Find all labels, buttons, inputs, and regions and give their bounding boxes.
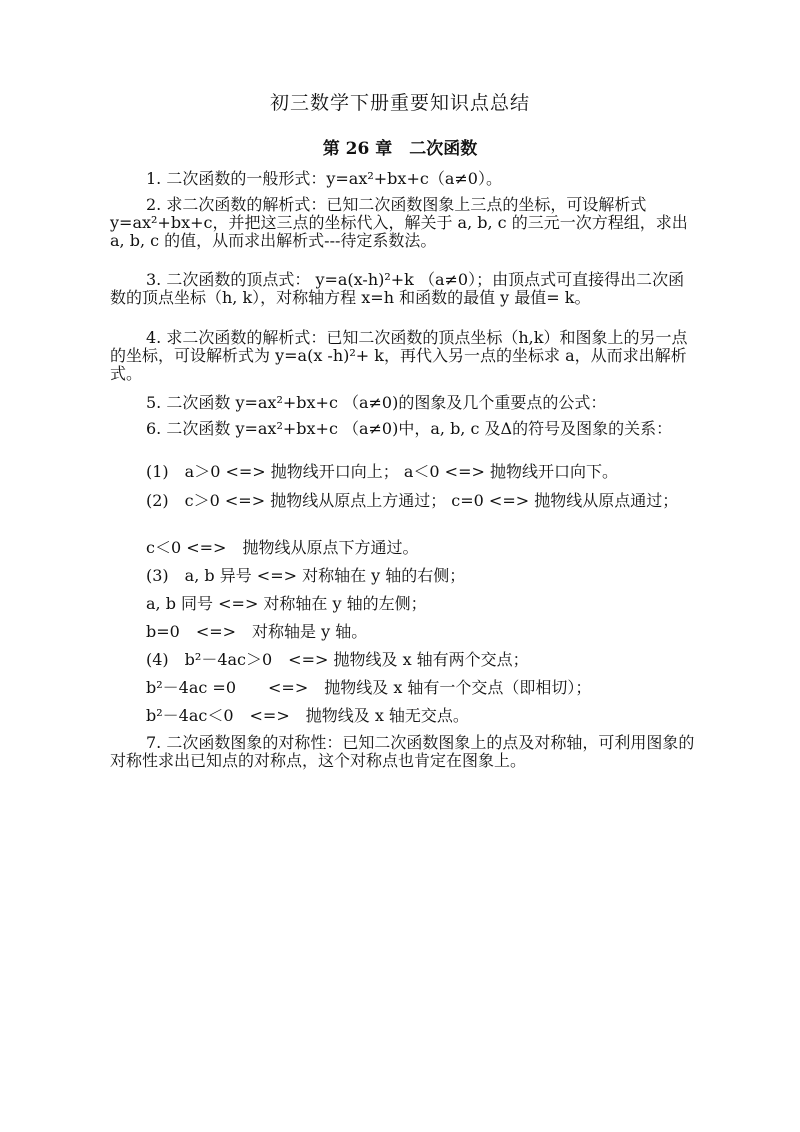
paragraph-5: 5. 二次函数 y=ax²+bx+c （a≠0)的图象及几个重要点的公式：	[146, 393, 607, 412]
relation-1: (1) a＞0 <=> 抛物线开口向上； a＜0 <=> 抛物线开口向下。	[146, 462, 618, 481]
paragraph-1: 1. 二次函数的一般形式：y=ax²+bx+c（a≠0）。	[146, 169, 502, 188]
paragraph-3: 3. 二次函数的顶点式： y=a(x-h)²+k （a≠0）；由顶点式可直接得出二次函数的顶点坐标（h, k），对称轴方程 x=h 和函数的最值 y 最值= k。	[110, 270, 685, 307]
relation-6: b=0 <=> 对称轴是 y 轴。	[146, 622, 368, 641]
relation-3: c＜0 <=> 抛物线从原点下方通过。	[146, 538, 419, 557]
paragraph-4: 4. 求二次函数的解析式：已知二次函数的顶点坐标（h,k）和图象上的另一点的坐标，可设解析式为 y=a(x -h)²+ k，再代入另一点的坐标求 a，从而求出解析式。	[110, 328, 688, 383]
relation-5: a, b 同号 <=> 对称轴在 y 轴的左侧；	[146, 594, 427, 613]
relation-4: (3) a, b 异号 <=> 对称轴在 y 轴的右侧；	[146, 566, 466, 585]
relation-2: (2) c＞0 <=> 抛物线从原点上方通过； c=0 <=> 抛物线从原点通过；	[146, 491, 679, 510]
document-title: 初三数学下册重要知识点总结	[269, 92, 530, 114]
relation-8: b²－4ac =0 <=> 抛物线及 x 轴有一个交点（即相切）；	[146, 678, 592, 697]
paragraph-7: 7. 二次函数图象的对称性：已知二次函数图象上的点及对称轴，可利用图象的对称性求出已知点的对称点，这个对称点也肯定在图象上。	[110, 733, 695, 770]
relation-9: b²－4ac＜0 <=> 抛物线及 x 轴无交点。	[146, 706, 469, 725]
chapter-heading: 第 26 章 二次函数	[322, 139, 478, 159]
relation-7: (4) b²－4ac＞0 <=> 抛物线及 x 轴有两个交点；	[146, 650, 529, 669]
paragraph-6: 6. 二次函数 y=ax²+bx+c （a≠0)中，a, b, c 及Δ的符号及图象的关系：	[146, 419, 673, 438]
paragraph-2: 2. 求二次函数的解析式：已知二次函数图象上三点的坐标，可设解析式 y=ax²+bx+c，并把这三点的坐标代入，解关于 a, b, c 的三元一次方程组，求出 a, b, c 的值，从而求出解析式---待定系数法。	[110, 195, 688, 250]
